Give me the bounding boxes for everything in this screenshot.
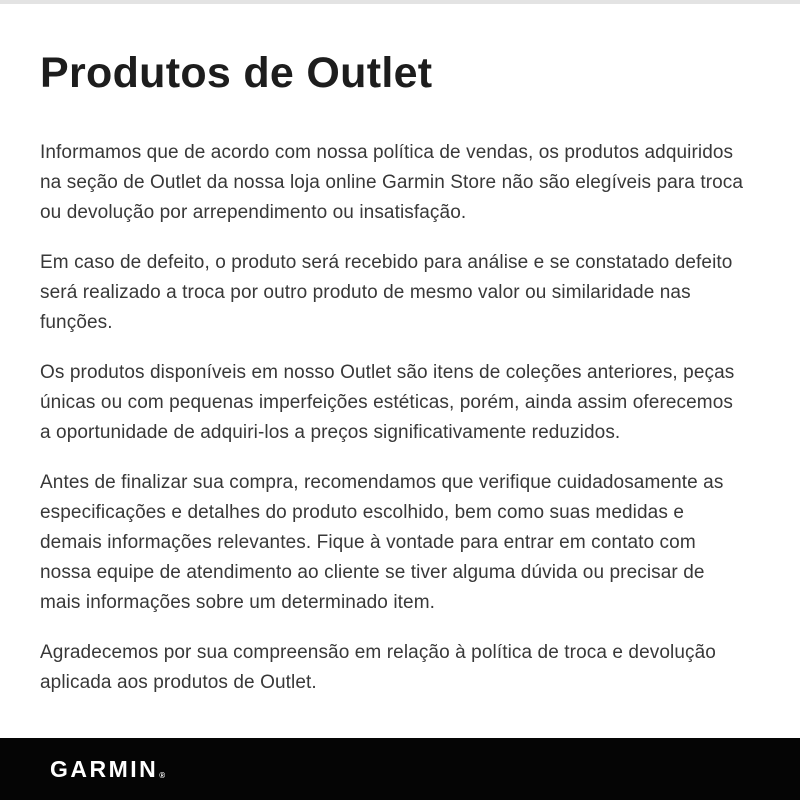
registered-trademark-icon: ®	[159, 770, 166, 780]
footer	[0, 738, 800, 800]
page-title: Produtos de Outlet	[40, 49, 433, 97]
garmin-wordmark: GARMIN	[50, 755, 159, 782]
policy-content	[0, 4, 800, 698]
policy-paragraph-thanks: Agradecemos por sua compreensão em relação à política de troca e devolução aplicada aos produtos de Outlet.	[40, 641, 716, 693]
policy-paragraph-sales-policy: Informamos que de acordo com nossa política de vendas, os produtos adquiridos na seção de Outlet da nossa loja online Garmin Store não são elegíveis para troca ou devolução por arrependimento ou insatisfação.	[40, 141, 744, 223]
garmin-logo	[50, 755, 166, 782]
policy-paragraph-defect: Em caso de defeito, o produto será recebido para análise e se constatado defeito será realizado a troca por outro produto de mesmo valor ou similaridade nas funções.	[40, 251, 733, 333]
policy-paragraph-outlet-items: Os produtos disponíveis em nosso Outlet são itens de coleções anteriores, peças únicas ou com pequenas imperfeições estéticas, porém, ainda assim oferecemos a oportunidade de adquiri-los a preços significativamente reduzidos.	[40, 361, 735, 443]
policy-paragraph-before-purchase: Antes de finalizar sua compra, recomendamos que verifique cuidadosamente as especificações e detalhes do produto escolhido, bem como suas medidas e demais informações relevantes. Fique à vontade para entrar em contato com nossa equipe de atendimento ao cliente se tiver alguma dúvida ou precisar de mais informações sobre um determinado item.	[40, 471, 724, 613]
